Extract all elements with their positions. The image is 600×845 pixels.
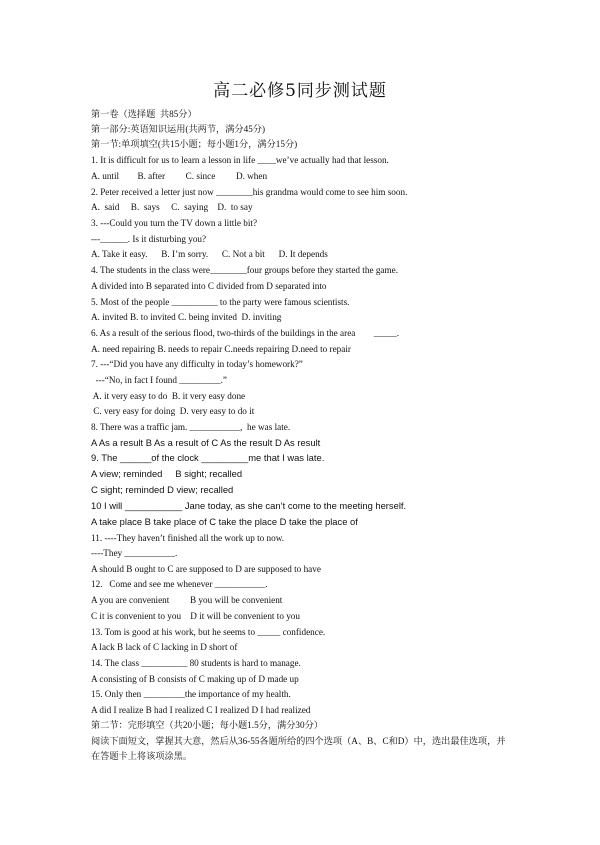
answer-options: A divided into B separated into C divided from D separated into [91,281,327,291]
answer-options: C sight; reminded D view; recalled [91,484,234,495]
question-text: 15. Only then _________the importance of my health. [91,689,291,699]
question-text: 3. ---Could you turn the TV down a little bit? [91,218,258,228]
question-text: 5. Most of the people __________ to the party were famous scientists. [91,297,350,307]
question-text: 7. ---“Did you have any difficulty in today’s homework?” [91,359,303,369]
answer-options: A. invited B. to invited C. being invited D. inviting [91,312,282,322]
section-heading: 第一部分:英语知识运用(共两节，满分45分) [91,124,266,134]
answer-options: A should B ought to C are supposed to D are supposed to have [91,564,321,574]
answer-options: A lack B lack of C lacking in D short of [91,642,238,652]
question-text: ----They ___________. [91,548,178,558]
question-text: 12. Come and see me whenever ___________. [91,579,268,589]
answer-options: A take place B take place of C take the place D take the place of [91,516,358,527]
answer-options: A. until B. after C. since D. when [91,171,268,181]
answer-options: A did I realize B had I realized C I realized D I had realized [91,705,311,715]
answer-options: A. it very easy to do B. it very easy done [91,391,246,401]
question-text: 9. The ______of the clock _________me that I was late. [91,452,325,463]
section-heading: 第一节:单项填空(共15小题；每小题1分，满分15分) [91,139,298,149]
question-text: ---“No, in fact I found _________.” [91,375,227,385]
answer-options: A you are convenient B you will be convenient [91,595,283,605]
answer-options: A consisting of B consists of C making up of D made up [91,674,299,684]
question-text: 14. The class __________ 80 students is hard to manage. [91,658,301,668]
question-text: 11. ----They haven’t finished all the work up to now. [91,533,285,543]
answer-options: A. said B. says C. saying D. to say [91,202,253,212]
section-heading: 第一卷（选择题 共85分） [91,109,197,119]
answer-options: A As a result B As a result of C As the result D As result [91,437,321,448]
answer-options: A. need repairing B. needs to repair C.needs repairing D.need to repair [91,344,351,354]
section-heading: 第二节：完形填空（共20小题；每小题1.5分，满分30分） [91,720,323,730]
answer-options: C it is convenient to you D it will be convenient to you [91,611,300,621]
answer-options: A view; reminded B sight; recalled [91,468,243,479]
question-text: 6. As a result of the serious flood, two-thirds of the buildings in the area _____. [91,328,399,338]
page-title: 高二必修5同步测试题 [213,81,387,101]
answer-options: C. very easy for doing D. very easy to do it [91,406,255,416]
question-text: 4. The students in the class were________four groups before they started the game. [91,265,399,275]
question-text: 10 I will ___________ Jane today, as she can’t come to the meeting herself. [91,500,407,511]
question-text: ---______. Is it disturbing you? [91,234,207,244]
answer-options: A. Take it easy. B. I’m sorry. C. Not a bit D. It depends [91,249,328,259]
question-text: 13. Tom is good at his work, but he seems to _____ confidence. [91,627,326,637]
question-text: 8. There was a traffic jam. ___________, he was late. [91,422,291,432]
instruction-text: 阅读下面短文，掌握其大意，然后从36-55各题所给的四个选项（A、B、C和D）中，选出最佳选项，并在答题卡上将该项涂黑。 [91,736,506,761]
question-text: 1. It is difficult for us to learn a lesson in life ____we’ve actually had that lesson. [91,155,389,165]
question-text: 2. Peter received a letter just now ________his grandma would come to see him soon. [91,187,408,197]
